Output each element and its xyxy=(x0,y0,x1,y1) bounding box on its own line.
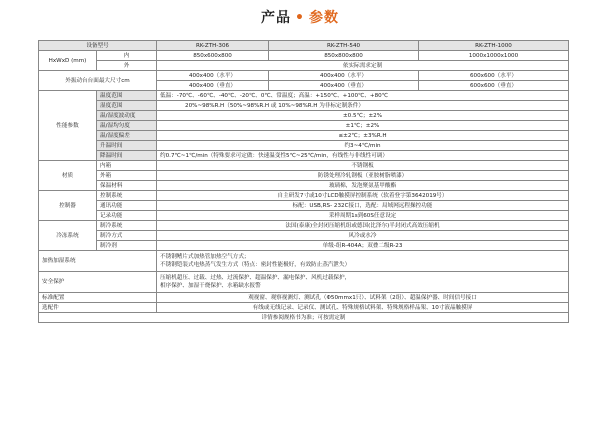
model-label: 设备型号 xyxy=(39,41,157,51)
uniform-label: 温/湿均匀度 xyxy=(97,121,157,131)
vib-r1-value-1: 400x400（水平） xyxy=(157,71,269,81)
table-row-mat-inner xyxy=(39,161,569,171)
cool-method-label: 制冷方式 xyxy=(97,231,157,241)
table-row-hum-range xyxy=(39,101,569,111)
vib-r1-value-2: 400x400（水平） xyxy=(269,71,419,81)
table-row-note xyxy=(39,313,569,323)
safety-label: 安全保护 xyxy=(39,272,157,293)
table-row-cool-agent xyxy=(39,241,569,251)
cool-agent-label: 制冷剂 xyxy=(97,241,157,251)
heating-value xyxy=(157,251,569,272)
ctrl-system-value: 自主研发7寸或10寸LCD触摸屏控制系统（软着登字第3642019号） xyxy=(157,191,569,201)
hum-range-value: 20%~98%R.H（50%~98%R.H 或 10%~98%R.H 为非标定制条件） xyxy=(157,101,569,111)
size-label: HxWxD (mm) xyxy=(39,51,97,71)
model-value-3: RK-ZTH-1000 xyxy=(419,41,569,51)
title-main: 产品 xyxy=(261,10,292,26)
heating-label: 加热加湿系统 xyxy=(39,251,157,272)
page-title xyxy=(0,8,600,28)
heating-line-1: 不锈钢鳍片式加热管加热空气方式； xyxy=(160,254,250,260)
safety-line-2: 相序保护、加湿干烧保护、水箱缺水报警 xyxy=(160,283,261,289)
standard-label: 标准配置 xyxy=(39,293,157,303)
size-value-1: 850x600x800 xyxy=(157,51,269,61)
table-row-temp-range xyxy=(39,91,569,101)
heating-line-2: 不锈钢铠装式电热蒸气发生方式（特点：密封性能极好，有效防止蒸汽泄失） xyxy=(160,262,351,268)
hum-range-label: 湿度范围 xyxy=(97,101,157,111)
vib-label: 外振动台台面最大尺寸cm xyxy=(39,71,157,91)
cool-system-label: 制冷系统 xyxy=(97,221,157,231)
vib-r2-value-2: 400x400（垂直） xyxy=(269,81,419,91)
size-value-2: 850x800x800 xyxy=(269,51,419,61)
ctrl-comm-label: 通讯功能 xyxy=(97,201,157,211)
table-row-model xyxy=(39,41,569,51)
table-row-safety xyxy=(39,272,569,293)
mat-outer-label: 外箱 xyxy=(97,171,157,181)
vib-r2-value-1: 400x400（垂直） xyxy=(157,81,269,91)
ctrl-comm-value: 标配：USB,RS- 232C接口，选配：局域网远程操控功能 xyxy=(157,201,569,211)
table-row-fluct xyxy=(39,111,569,121)
table-row-size-inner xyxy=(39,51,569,61)
model-value-2: RK-ZTH-540 xyxy=(269,41,419,51)
table-row-uniform xyxy=(39,121,569,131)
table-row-options xyxy=(39,303,569,313)
table-row-heat xyxy=(39,141,569,151)
ctrl-system-label: 控制系统 xyxy=(97,191,157,201)
table-row-ctrl-record xyxy=(39,211,569,221)
temp-range-value: 低温：-70℃、-60℃、-40℃、-20℃、0℃、常温度；高温：+150℃、+100℃、+80℃ xyxy=(157,91,569,101)
vib-r1-value-3: 600x600（水平） xyxy=(419,71,569,81)
cool-value: 约0.7℃~1℃/min（特殊要求可定做：快速温变性5℃~25℃/min，有线性与非线性可调） xyxy=(157,151,569,161)
note-value: 详情参阅规格书为准；可按需定制 xyxy=(39,313,569,323)
cooling-label: 冷冻系统 xyxy=(39,221,97,251)
heat-label: 升温时间 xyxy=(97,141,157,151)
table-row-heating xyxy=(39,251,569,272)
table-row-size-outer xyxy=(39,61,569,71)
title-accent: 参数 xyxy=(308,10,339,26)
mat-inner-label: 内箱 xyxy=(97,161,157,171)
control-label: 控制器 xyxy=(39,191,97,221)
ctrl-record-label: 记录功能 xyxy=(97,211,157,221)
ctrl-record-value: 采样周期1s到60S任意设定 xyxy=(157,211,569,221)
size-outer-label: 外 xyxy=(97,61,157,71)
table-row-mat-outer xyxy=(39,171,569,181)
uniform-value: ±1℃；±2% xyxy=(157,121,569,131)
cool-agent-value: 单级-组R-404A；双叠二级R-23 xyxy=(157,241,569,251)
perf-label: 性能参数 xyxy=(39,91,97,161)
deviation-value: ≤±2℃；±3%R.H xyxy=(157,131,569,141)
material-label: 材质 xyxy=(39,161,97,191)
table-row-cool xyxy=(39,151,569,161)
cool-method-value: 风冷或水冷 xyxy=(157,231,569,241)
deviation-label: 温/湿度偏差 xyxy=(97,131,157,141)
table-row-ctrl-system xyxy=(39,191,569,201)
spec-table xyxy=(38,40,569,323)
table-row-deviation xyxy=(39,131,569,141)
mat-insul-label: 保温材料 xyxy=(97,181,157,191)
table-row-cool-system xyxy=(39,221,569,231)
fluct-value: ±0.5℃；±2% xyxy=(157,111,569,121)
title-dot: • xyxy=(295,10,305,26)
size-value-3: 1000x1000x1000 xyxy=(419,51,569,61)
safety-value xyxy=(157,272,569,293)
options-value: 有线或无线记录、记录仪、测试孔、特殊规格试料架、特殊规格样品架、10寸液晶触摸屏 xyxy=(157,303,569,313)
model-value-1: RK-ZTH-306 xyxy=(157,41,269,51)
temp-range-label: 温度范围 xyxy=(97,91,157,101)
fluct-label: 温/湿度波动度 xyxy=(97,111,157,121)
table-row-standard xyxy=(39,293,569,303)
table-row-vib-1 xyxy=(39,71,569,81)
mat-inner-value: 不锈钢板 xyxy=(157,161,569,171)
mat-insul-value: 玻璃棉，发泡聚氨基甲酸酯 xyxy=(157,181,569,191)
table-row-mat-insul xyxy=(39,181,569,191)
mat-outer-value: 防锈处理冷轧钢板（亚胺树脂喷漆） xyxy=(157,171,569,181)
options-label: 选配件 xyxy=(39,303,157,313)
table-row-ctrl-comm xyxy=(39,201,569,211)
vib-r2-value-3: 600x600（垂直） xyxy=(419,81,569,91)
cool-label: 降温时间 xyxy=(97,151,157,161)
standard-value: 观视窗、观察视测灯、测试孔（Φ50mmx1只）、试料架（2组）、超温保护器、时间信号接口 xyxy=(157,293,569,303)
cool-system-value: 法国(泰康)全封闭压缩机组或德国(比泽尔)半封闭式高效压缩机 xyxy=(157,221,569,231)
heat-value: 约3~4℃/min xyxy=(157,141,569,151)
size-outer-value: 依实际需求定制 xyxy=(157,61,569,71)
table-row-cool-method xyxy=(39,231,569,241)
size-inner-label: 内 xyxy=(97,51,157,61)
safety-line-1: 压缩机超压、过载、过热、过流保护、超温保护、漏电保护、风机过载保护， xyxy=(160,275,351,281)
